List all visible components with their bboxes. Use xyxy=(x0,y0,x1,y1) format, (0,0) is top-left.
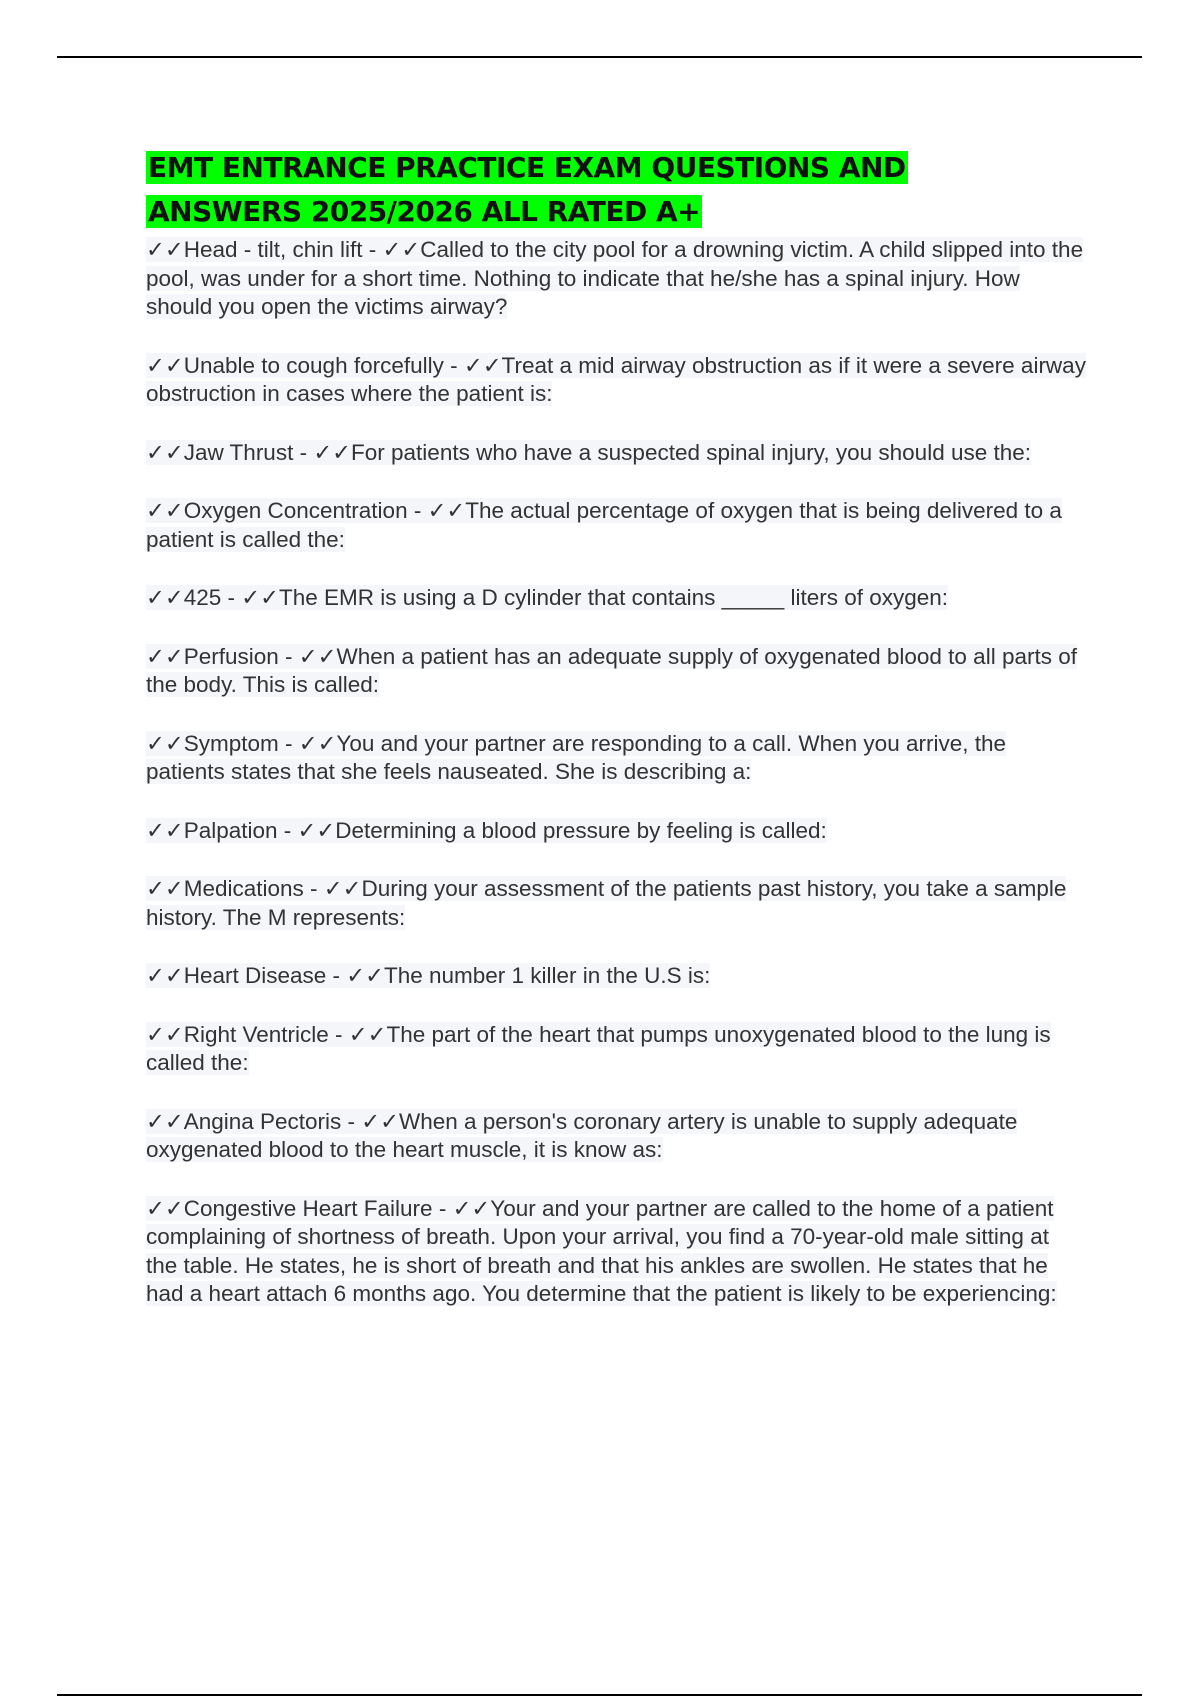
qa-item-text: ✓✓Perfusion - ✓✓When a patient has an adequate supply of oxygenated blood to all parts of the body. This is called: xyxy=(146,643,1077,697)
qa-item xyxy=(146,643,1086,700)
qa-item xyxy=(146,236,1086,322)
qa-item xyxy=(146,497,1086,554)
document-body xyxy=(146,146,1086,1339)
qa-item-text: ✓✓Medications - ✓✓During your assessment of the patients past history, you take a sample history. The M represents: xyxy=(146,876,1067,930)
qa-item-text: ✓✓Jaw Thrust - ✓✓For patients who have a suspected spinal injury, you should use the: xyxy=(146,439,1032,465)
title-line-2: ANSWERS 2025/2026 ALL RATED A+ xyxy=(148,195,701,228)
bottom-rule xyxy=(57,1694,1142,1696)
qa-item xyxy=(146,962,1086,991)
document-title xyxy=(146,146,1086,234)
qa-item xyxy=(146,817,1086,846)
qa-item-text: ✓✓Heart Disease - ✓✓The number 1 killer in the U.S is: xyxy=(146,963,711,988)
qa-item xyxy=(146,584,1086,613)
qa-item-text: ✓✓Oxygen Concentration - ✓✓The actual percentage of oxygen that is being delivered to a patient is called the: xyxy=(146,498,1062,552)
qa-item xyxy=(146,439,1086,468)
qa-item-text: ✓✓425 - ✓✓The EMR is using a D cylinder that contains _____ liters of oxygen: xyxy=(146,585,949,610)
top-rule xyxy=(57,56,1142,58)
qa-item-text: ✓✓Symptom - ✓✓You and your partner are responding to a call. When you arrive, the patients states that she feels nauseated. She is describing a: xyxy=(146,730,1006,784)
title-line-1: EMT ENTRANCE PRACTICE EXAM QUESTIONS AND xyxy=(148,151,906,184)
qa-item-text: ✓✓Unable to cough forcefully - ✓✓Treat a mid airway obstruction as if it were a severe airway obstruction in cases where the patient is: xyxy=(146,352,1086,406)
qa-item xyxy=(146,1195,1086,1309)
qa-item xyxy=(146,1108,1086,1165)
qa-item xyxy=(146,730,1086,787)
qa-item-text: ✓✓Right Ventricle - ✓✓The part of the heart that pumps unoxygenated blood to the lung is called the: xyxy=(146,1021,1051,1075)
qa-item-text: ✓✓Congestive Heart Failure - ✓✓Your and your partner are called to the home of a patient complaining of shortness of breath. Upon your arrival, you find a 70-year-old male sitting at the table. He states, he is short of breath and that his ankles are swollen. He states that he had a heart attach 6 months ago. You determine that the patient is likely to be experiencing: xyxy=(146,1195,1057,1306)
qa-item xyxy=(146,875,1086,932)
qa-item-text: ✓✓Angina Pectoris - ✓✓When a person's coronary artery is unable to supply adequate oxygenated blood to the heart muscle, it is know as: xyxy=(146,1108,1018,1162)
qa-item-text: ✓✓Palpation - ✓✓Determining a blood pressure by feeling is called: xyxy=(146,817,827,843)
qa-item xyxy=(146,352,1086,409)
qa-item-text: ✓✓Head - tilt, chin lift - ✓✓Called to the city pool for a drowning victim. A child slipped into the pool, was under for a short time. Nothing to indicate that he/she has a spinal injury. How should you open the victims airway? xyxy=(146,237,1084,319)
qa-item xyxy=(146,1021,1086,1078)
